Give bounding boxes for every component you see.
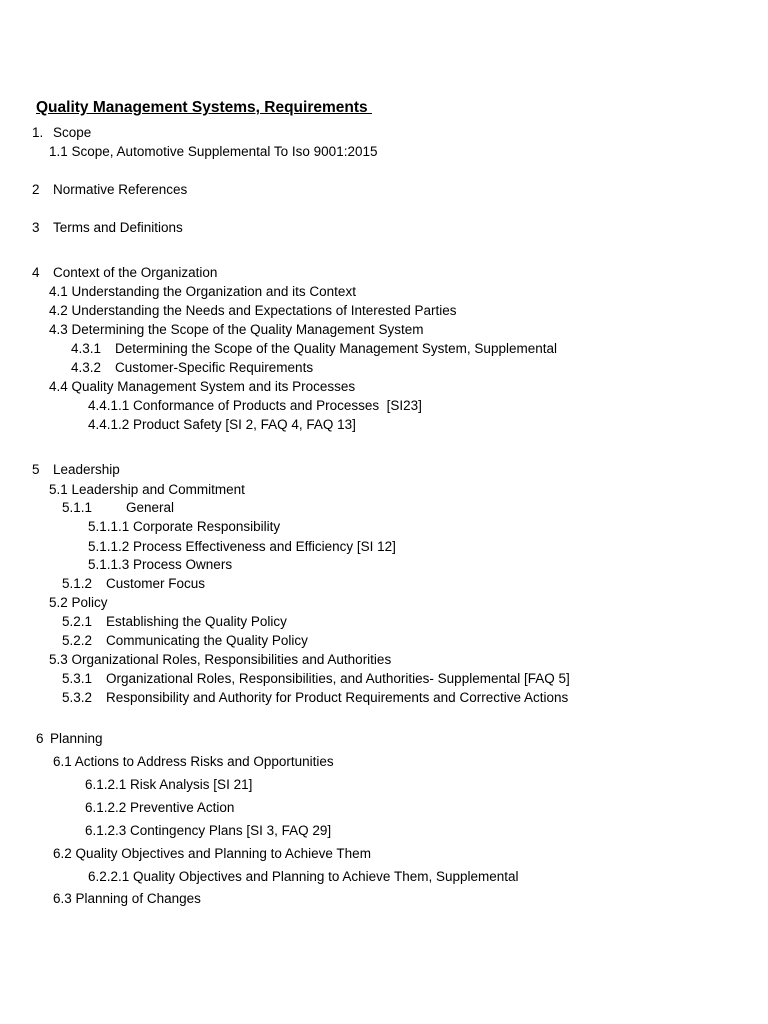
section-5-1: 5.1 Leadership and Commitment: [49, 482, 245, 497]
section-6-2-2-1: 6.2.2.1 Quality Objectives and Planning to Achieve Them, Supplemental: [88, 869, 519, 884]
section-5-3: 5.3 Organizational Roles, Responsibilities and Authorities: [49, 652, 392, 667]
section-4-3-2-number: 4.3.2: [71, 360, 102, 375]
section-4-4: 4.4 Quality Management System and its Processes: [49, 379, 356, 394]
section-5-1-2-text: Customer Focus: [106, 576, 206, 591]
section-4-3: 4.3 Determining the Scope of the Quality Management System: [49, 322, 424, 337]
section-1-1: 1.1 Scope, Automotive Supplemental To Iso 9001:2015: [49, 144, 378, 159]
section-5-1-1-number: 5.1.1: [62, 500, 93, 515]
section-6-number: 6: [36, 731, 44, 746]
section-5-2-2-number: 5.2.2: [62, 633, 93, 648]
section-5-heading: Leadership: [53, 462, 120, 477]
section-4-1: 4.1 Understanding the Organization and its Context: [49, 284, 356, 299]
document-title: Quality Management Systems, Requirements: [36, 99, 372, 116]
section-6-1-2-1: 6.1.2.1 Risk Analysis [SI 21]: [85, 777, 253, 792]
section-5-2-1-text: Establishing the Quality Policy: [106, 614, 287, 629]
section-3-heading: Terms and Definitions: [53, 220, 183, 235]
section-6-2: 6.2 Quality Objectives and Planning to Achieve Them: [53, 846, 371, 861]
section-1-heading: Scope: [53, 125, 92, 140]
section-5-3-2-text: Responsibility and Authority for Product Requirements and Corrective Actions: [106, 690, 569, 705]
section-5-3-1-number: 5.3.1: [62, 671, 93, 686]
section-6-1-2-2: 6.1.2.2 Preventive Action: [85, 800, 235, 815]
section-4-3-1-text: Determining the Scope of the Quality Management System, Supplemental: [115, 341, 557, 356]
section-4-number: 4: [32, 265, 40, 280]
section-5-1-1-text: General: [126, 500, 175, 515]
section-6-3: 6.3 Planning of Changes: [53, 891, 201, 906]
section-4-3-1-number: 4.3.1: [71, 341, 102, 356]
section-5-1-1-2: 5.1.1.2 Process Effectiveness and Efficiency [SI 12]: [88, 539, 396, 554]
section-5-2-2-text: Communicating the Quality Policy: [106, 633, 308, 648]
section-5-2: 5.2 Policy: [49, 595, 108, 610]
section-6-heading: Planning: [50, 731, 103, 746]
section-5-1-1-1: 5.1.1.1 Corporate Responsibility: [88, 519, 281, 534]
section-5-2-1-number: 5.2.1: [62, 614, 93, 629]
section-2-heading: Normative References: [53, 182, 188, 197]
section-1-number: 1.: [32, 125, 44, 140]
section-5-1-1-3: 5.1.1.3 Process Owners: [88, 557, 233, 572]
section-6-1: 6.1 Actions to Address Risks and Opportunities: [53, 754, 334, 769]
section-5-3-1-text: Organizational Roles, Responsibilities, and Authorities- Supplemental [FAQ 5]: [106, 671, 570, 686]
section-2-number: 2: [32, 182, 40, 197]
section-5-number: 5: [32, 462, 40, 477]
section-4-2: 4.2 Understanding the Needs and Expectations of Interested Parties: [49, 303, 457, 318]
section-4-3-2-text: Customer-Specific Requirements: [115, 360, 314, 375]
section-4-heading: Context of the Organization: [53, 265, 218, 280]
section-5-3-2-number: 5.3.2: [62, 690, 93, 705]
section-4-4-1-1: 4.4.1.1 Conformance of Products and Processes [SI23]: [88, 398, 422, 413]
section-6-1-2-3: 6.1.2.3 Contingency Plans [SI 3, FAQ 29]: [85, 823, 332, 838]
section-3-number: 3: [32, 220, 40, 235]
section-4-4-1-2: 4.4.1.2 Product Safety [SI 2, FAQ 4, FAQ 13]: [88, 417, 356, 432]
section-5-1-2-number: 5.1.2: [62, 576, 93, 591]
